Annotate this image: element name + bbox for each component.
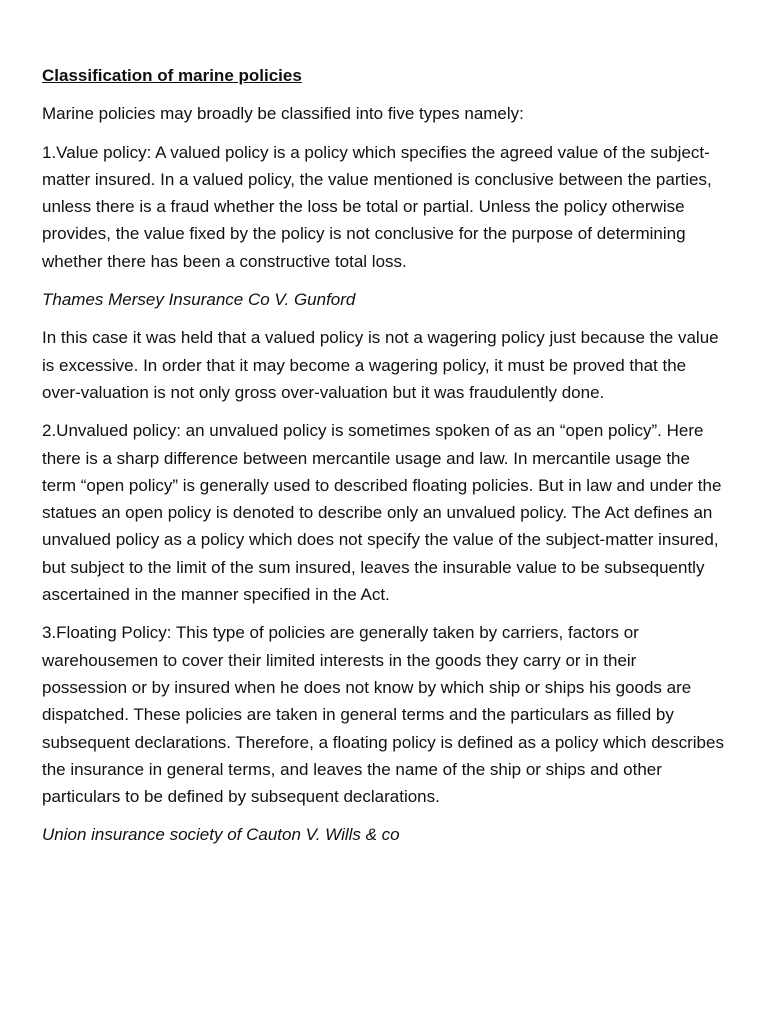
document-page: [42, 62, 726, 860]
value-policy-paragraph: 1.Value policy: A valued policy is a policy which specifies the agreed value of the subject-matter insured. In a valued policy, the value mentioned is conclusive between the parties, unless there is a fraud whether the loss be total or partial. Unless the policy otherwise provides, the value fixed by the policy is not conclusive for the purpose of determining whether there has been a constructive total loss.: [42, 142, 712, 271]
intro-paragraph: Marine policies may broadly be classified into five types namely:: [42, 104, 524, 124]
document-title: Classification of marine policies: [42, 66, 302, 85]
unvalued-policy-paragraph: 2.Unvalued policy: an unvalued policy is sometimes spoken of as an “open policy”. Here there is a sharp difference between mercantile usage and law. In mercantile usage the term “open policy” is generally used to described floating policies. But in law and under the statues an open policy is denoted to describe only an unvalued policy. The Act defines an unvalued policy as a policy which does not specify the value of the subject-matter insured, but subject to the limit of the sum insured, leaves the insurable value to be subsequently ascertained in the manner specified in the Act.: [42, 421, 722, 605]
floating-policy-paragraph: 3.Floating Policy: This type of policies are generally taken by carriers, factors or warehousemen to cover their limited interests in the goods they carry or in their possession or by insured when he does not know by which ship or ships his goods are dispatched. These policies are taken in general terms and the particulars as filled by subsequent declarations. Therefore, a floating policy is defined as a policy which describes the insurance in general terms, and leaves the name of the ship or ships and other particulars to be defined by subsequent declarations.: [42, 623, 724, 807]
case-holding-paragraph: In this case it was held that a valued policy is not a wagering policy just because the value is excessive. In order that it may become a wagering policy, it must be proved that the over-valuation is not only gross over-valuation but it was fraudulently done.: [42, 328, 719, 402]
case-citation-thames-mersey: Thames Mersey Insurance Co V. Gunford: [42, 290, 356, 310]
case-citation-union-insurance: Union insurance society of Cauton V. Wills & co: [42, 825, 400, 845]
